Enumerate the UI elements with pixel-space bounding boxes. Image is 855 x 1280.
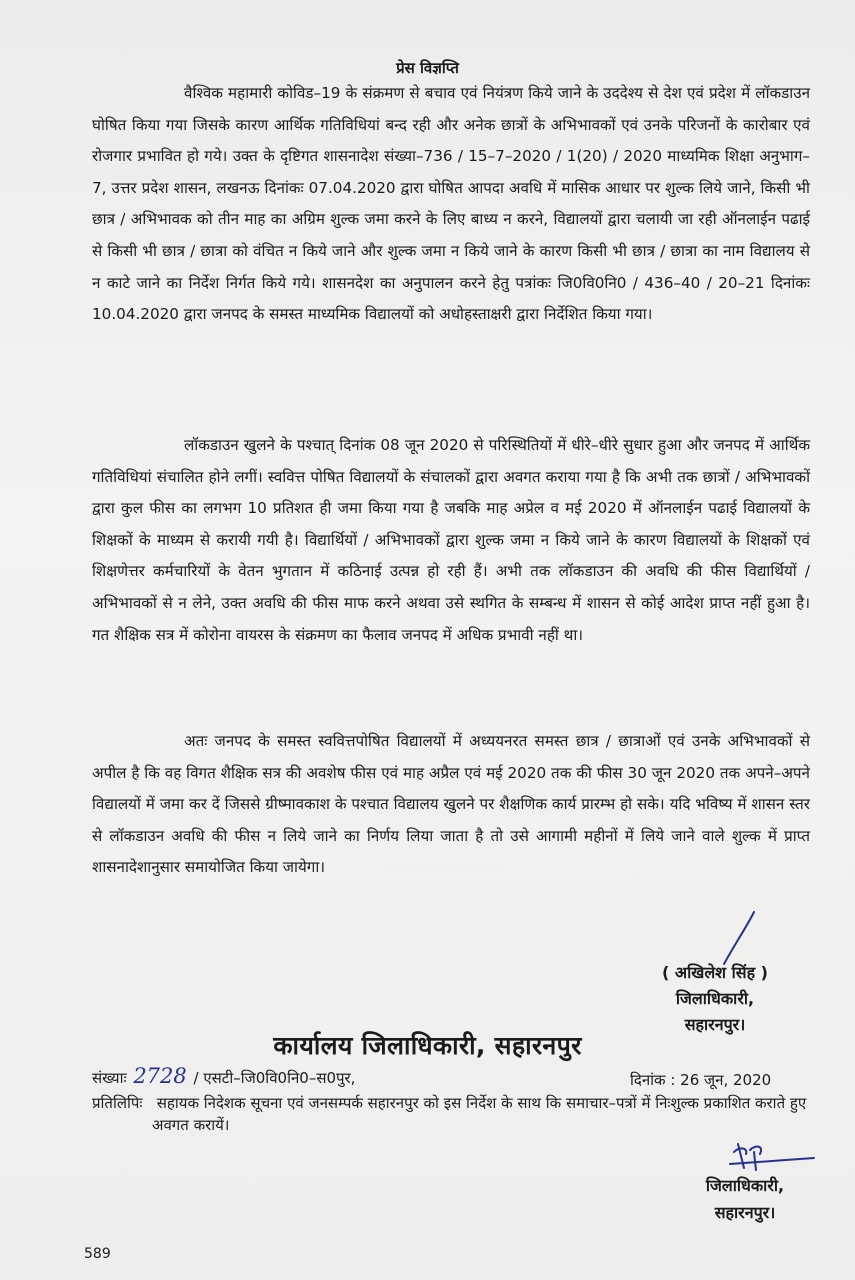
office-heading: कार्यालय जिलाधिकारी, सहारनपुर <box>273 1031 582 1060</box>
signatory-designation: जिलाधिकारी, <box>675 989 755 1008</box>
reference-prefix: संख्याः <box>92 1069 127 1087</box>
reference-number: 2728 <box>133 1064 187 1088</box>
signatory2-location: सहारनपुर। <box>714 1203 776 1222</box>
signatory-location: सहारनपुर। <box>684 1015 746 1034</box>
signatory-name: ( अखिलेश सिंह ) <box>662 963 768 982</box>
signatory2-designation: जिलाधिकारी, <box>705 1176 785 1195</box>
page-number: 589 <box>84 1246 111 1262</box>
copy-label: प्रतिलिपिः <box>92 1094 143 1112</box>
copy-text: सहायक निदेशक सूचना एवं जनसम्पर्क सहारनपुर को इस निर्देश के साथ कि समाचार–पत्रों में निःशुल्क प्रकाशित कराते हुए अवगत करायें। <box>152 1094 807 1134</box>
copy-line <box>92 1092 812 1136</box>
reference-suffix: / एसटी–जि0वि0नि0–स0पुर, <box>193 1069 356 1087</box>
initials-signature <box>726 1140 816 1174</box>
paragraph-3: अतः जनपद के समस्त स्ववित्तपोषित विद्यालयों में अध्ययनरत समस्त छात्र / छात्राओं एवं उनके अभिभावकों से अपील है कि वह विगत शैक्षिक सत्र की अवशेष फीस एवं माह अप्रैल एवं मई 2020 तक की फीस 30 जून 2020 तक अपने–अपने विद्यालयों में जमा कर दें जिससे ग्रीष्मावकाश के पश्चात विद्यालय खुलने पर शैक्षणिक कार्य प्रारम्भ हो सके। यदि भविष्य में शासन स्तर से लॉकडाउन अवधि की फीस न लिये जाने का निर्णय लिया जाता है तो उसे आगामी महीनों में लिये जाने वाले शुल्क में प्राप्त शासनादेशानुसार समायोजित किया जायेगा। <box>92 732 810 877</box>
signatory-block <box>620 960 810 1038</box>
signatory2-block <box>670 1172 820 1226</box>
date-line: दिनांक : 26 जून, 2020 <box>630 1071 772 1089</box>
paragraph-2: लॉकडाउन खुलने के पश्चात् दिनांक 08 जून 2020 से परिस्थितियों में धीरे–धीरे सुधार हुआ और जनपद में आर्थिक गतिविधियां संचालित होने लगीं। स्ववित्त पोषित विद्यालयों के संचालकों द्वारा अवगत कराया गया है कि अभी तक छात्रों / अभिभावकों द्वारा कुल फीस का लगभग 10 प्रतिशत ही जमा किया गया है जबकि माह अप्रेल व मई 2020 में ऑनलाईन पढाई विद्यालयों के शिक्षकों के माध्यम से करायी गयी है। विद्यार्थियों / अभिभावकों द्वारा शुल्क जमा न किये जाने के कारण विद्यालयों के शिक्षकों एवं शिक्षणेत्तर कर्मचारियों के वेतन भुगतान में कठिनाई उत्पन्न हो रही हैं। अभी तक लॉकडाउन की अवधि की फीस विद्यार्थियों / अभिभावकों से न लेने, उक्त अवधि की फीस माफ करने अथवा उसे स्थगित के सम्बन्ध में शासन से कोई आदेश प्राप्त नहीं हुआ है। गत शैक्षिक सत्र में कोरोना वायरस के संक्रमण का फैलाव जनपद में अधिक प्रभावी नहीं था। <box>92 436 810 644</box>
document-title: प्रेस विज्ञप्ति <box>396 59 459 77</box>
paragraph-1: वैश्विक महामारी कोविड–19 के संक्रमण से बचाव एवं नियंत्रण किये जाने के उददेश्य से देश एवं प्रदेश में लॉकडाउन घोषित किया गया जिसके कारण आर्थिक गतिविधियां बन्द रही और अनेक छात्रों के अभिभावकों एवं उनके परिजनों के कारोबार एवं रोजगार प्रभावित हो गये। उक्त के दृष्टिगत शासनादेश संख्या–736 / 15–7–2020 / 1(20) / 2020 माध्यमिक शिक्षा अनुभाग–7, उत्तर प्रदेश शासन, लखनऊ दिनांकः 07.04.2020 द्वारा घोषित आपदा अवधि में मासिक आधार पर शुल्क लिये जाने, किसी भी छात्र / अभिभावक को तीन माह का अग्रिम शुल्क जमा करने के लिए बाध्य न करने, विद्यालयों द्वारा चलायी जा रही ऑनलाईन पढाई से किसी भी छात्र / छात्रा को वंचित न किये जाने और शुल्क जमा न किये जाने के कारण किसी भी छात्र / छात्रा का नाम विद्यालय से न काटे जाने का निर्देश निर्गत किये गये। शासनदेश का अनुपालन करने हेतु पत्रांकः जि0वि0नि0 / 436–40 / 20–21 दिनांकः 10.04.2020 द्वारा जनपद के समस्त माध्यमिक विद्यालयों को अधोहस्ताक्षरी द्वारा निर्देशित किया गया। <box>92 84 810 324</box>
reference-line <box>92 1064 355 1088</box>
